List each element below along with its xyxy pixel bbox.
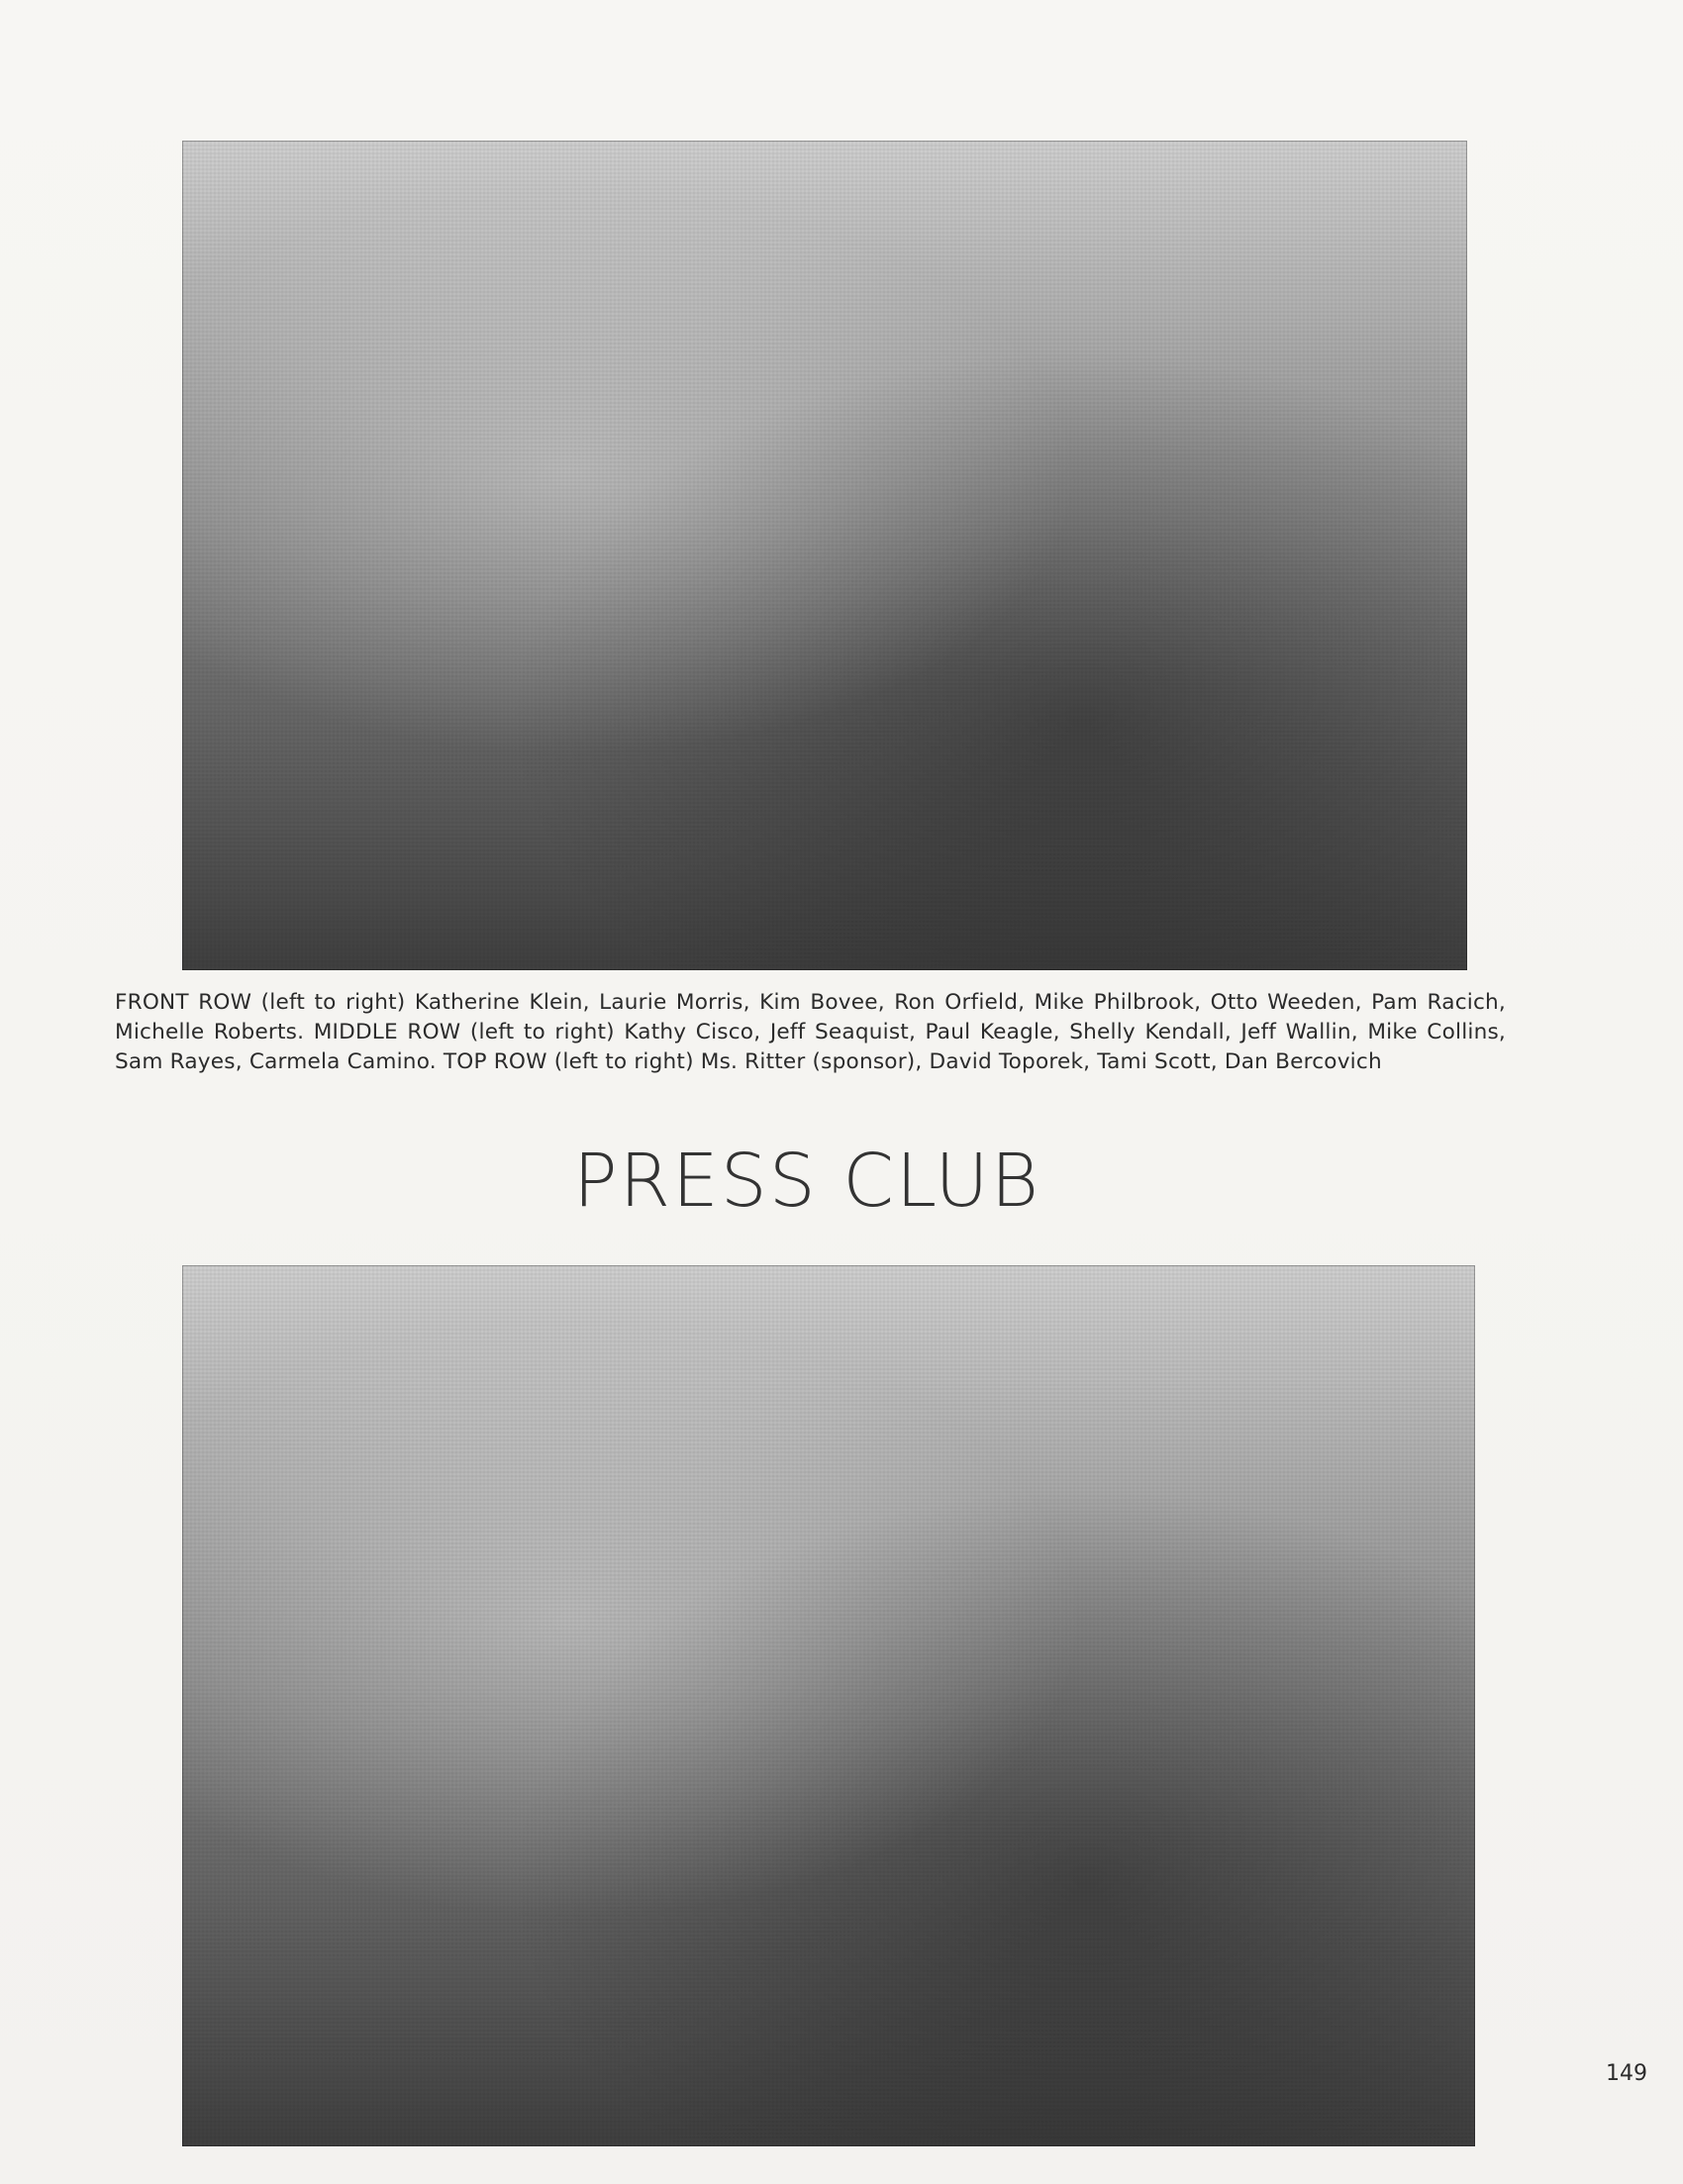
- section-title: PRESS CLUB: [572, 1139, 1041, 1224]
- photo-caption: FRONT ROW (left to right) Katherine Klein, Laurie Morris, Kim Bovee, Ron Orfield, Mike Philbrook, Otto Weeden, Pam Racich, Michelle Roberts. MIDDLE ROW (left to right) Kathy Cisco, Jeff Seaquist, Paul Keagle, Shelly Kendall, Jeff Wallin, Mike Collins, Sam Rayes, Carmela Camino. TOP ROW (left to right) Ms. Ritter (sponsor), David Toporek, Tami Scott, Dan Bercovich: [115, 990, 1506, 1074]
- page-number: 149: [1606, 2061, 1647, 2086]
- press-club-group-photo: [182, 141, 1467, 970]
- press-club-candid-photo: [182, 1265, 1475, 2146]
